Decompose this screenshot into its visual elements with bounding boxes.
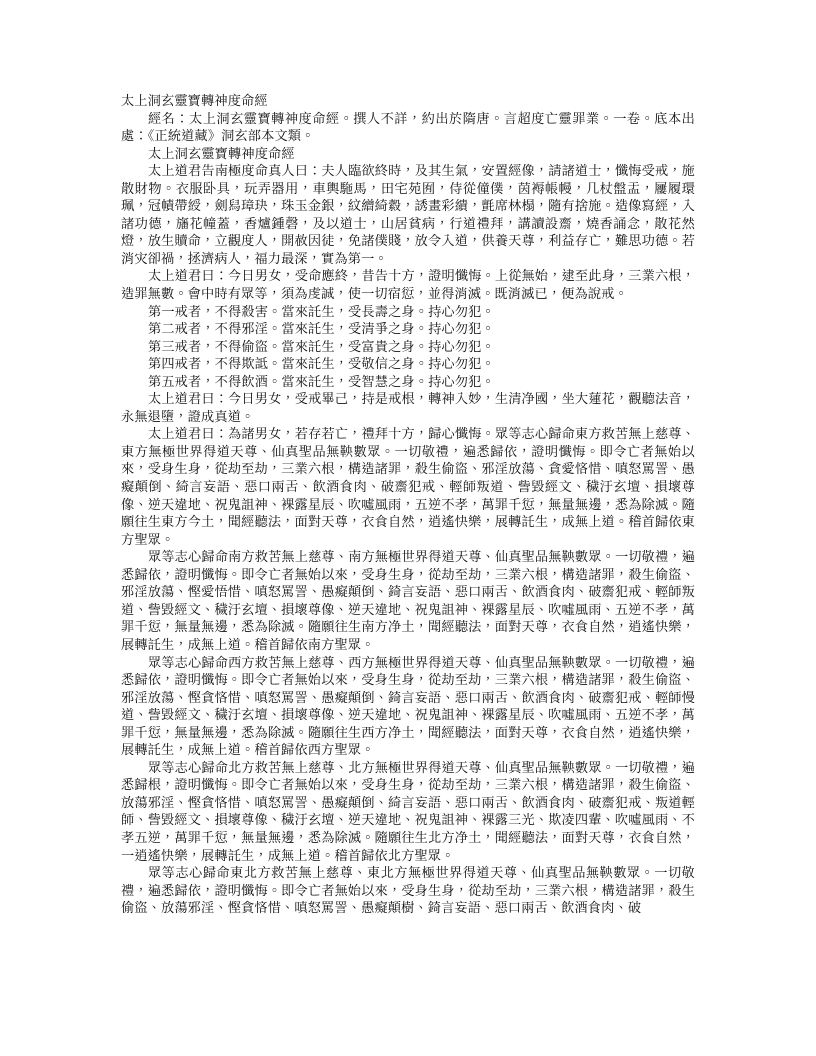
paragraph-northeast-direction-invocation: 眾等志心歸命東北方救苦無上慈尊、東北方無極世界得道天尊、仙真聖品無鞅數眾。一切敬禮，遍悉歸依，證明懺悔。即令亡者無始以來，受身生身，從劫至劫，三業六根，構造諸罪，殺生偷盜、放蕩邪淫、慳貪悋惜、嗔怒罵詈、愚癡顛樹、錡言妄語、惡口兩舌、飲酒食肉、破 <box>121 866 695 917</box>
precept-item-1: 第一戒者，不得殺害。當來託生，受長壽之身。持心勿犯。 <box>148 304 495 320</box>
document-body <box>121 93 695 918</box>
paragraph-precept-introduction: 太上道君曰：今日男女，受命應終，昔告十方，證明懺悔。上從無始，逮至此身，三業六根，造罪無數。會中時有眾等，須為虔誠，使一切宿愆，並得消滅。既消滅已，便為說戒。 <box>121 269 695 303</box>
scripture-inner-title: 太上洞玄靈寶轉神度命經 <box>148 146 295 162</box>
precept-item-5: 第五戒者，不得飲酒。當來託生，受智慧之身。持心勿犯。 <box>148 374 495 390</box>
paragraph-south-direction-invocation: 眾等志心歸命南方救苦無上慈尊、南方無極世界得道天尊、仙真聖品無鞅數眾。一切敬禮，遍悉歸依，證明懺悔。即令亡者無始以來，受身生身，從劫至劫，三業六根，構造諸罪，殺生偷盜、邪淫放蕩、慳愛悟惜、嗔怒罵詈、愚癡顛倒、錡言妄語、惡口兩舌、飲酒食肉、破齋犯戒、輕師叛道、訾毀經文、穢汙玄壇、損壞尊像、逆天違地、祝鬼詛神、裸露星辰、吹噓風雨、五逆不孝，萬罪千愆，無量無邊，悉為除滅。隨願往生南方净土，聞經聽法，面對天尊，衣食自然，逍遙快樂，展轉託生，成無上道。稽首歸依南方聖眾。 <box>121 550 695 653</box>
paragraph-opening-discourse: 太上道君告南極度命真人曰：夫人臨欲終時，及其生氣，安置經像，請諸道士，懺悔受戒，施散財物。衣服卧具，玩弄器用，車輿駞馬，田宅苑囿，侍從僮僕，茵褥帳幔，几杖盤盂，屨履環珮，冠幘帶綬，劍舄璋玦，珠玉金銀，紋繒綺縠，誘畫彩繢，氈席林榻，隨有捨施。造像寫經，入諸功德，旛花幢蓋，香爐鍾磬，及以道士，山居貧病，行道禮拜，講讀設齋，燒香誦念，散花然燈，放生贖命，立觀度人，開赦因徒，免諸僕賤，放令入道，供養天尊，利益存亡，難思功德。若消灾卻禍，拯濟病人，福力最深，實為第一。 <box>121 164 695 267</box>
paragraph-north-direction-invocation: 眾等志心歸命北方救苦無上慈尊、北方無極世界得道天尊、仙真聖品無鞅數眾。一切敬禮，遍悉歸根，證明懺悔。即令亡者無始以來，受身生身，從劫至劫，三業六根，構造諸罪，殺生偷盜、放蕩邪淫、慳貪悋惜、嗔怒罵詈、愚癡顛倒、綺言妄語、惡口兩舌、飲酒食肉、破齋犯戒、叛道輕師、訾毀經文、損壞尊像、穢汙玄壇、逆天違地、祝鬼詛神、裸露三光、欺凌四輩、吹噓風雨、不孝五逆，萬罪千愆，無量無邊，悉為除滅。隨願往生北方净土，聞經聽法，面對天尊，衣食自然，一逍遙快樂，展轉託生，成無上道。稽首歸依北方聖眾。 <box>121 760 695 864</box>
document-title: 太上洞玄靈寶轉神度命經 <box>121 94 268 109</box>
precept-item-3: 第三戒者，不得偷盜。當來託生，受富貴之身。持心勿犯。 <box>148 339 495 355</box>
paragraph-east-direction-invocation: 太上道君曰：為諸男女，若存若亡，禮拜十方，歸心懺悔。眾等志心歸命東方救苦無上慈尊、東方無極世界得道天尊、仙真聖品無鞅數眾。一切敬禮，遍悉歸依，證明懺悔。即令亡者無始以來，受身生身，從劫至劫，三業六根，構造諸罪，殺生偷盜、邪淫放蕩、貪愛悋惜、嗔怒罵詈、愚癡顛倒、綺言妄語、惡口兩舌、飲酒食肉、破齋犯戒、輕師叛道、訾毀經文、穢汙玄壇、損壞尊像、逆天違地、祝鬼詛神、裸露星辰、吹噓風雨，五逆不孝，萬罪千愆，無量無邊，悉為除滅。隨願往生東方今土，聞經聽法，面對天尊，衣食自然，逍遙快樂，展轉託生，成無上道。稽首歸依東方聖眾。 <box>121 427 695 548</box>
precept-item-2: 第二戒者，不得邪淫。當來託生，受清爭之身。持心勿犯。 <box>148 322 495 338</box>
bibliographic-note: 經名：太上洞玄靈寶轉神度命經。撰人不詳，約出於隋唐。言超度亡靈罪業。一卷。底本出處：《正統道藏》洞玄部本文類。 <box>121 111 695 145</box>
paragraph-west-direction-invocation: 眾等志心歸命西方救苦無上慈尊、西方無極世界得道天尊、仙真聖品無鞅數眾。一切敬禮，遍悉歸依，證明懺悔。即令亡者無始以來，受身生身，從劫至劫，三業六根，構造諸罪，殺生偷盜、邪淫放蕩、慳貪悋惜、嗔怒罵詈、愚癡顛倒、錡言妄語、惡口兩舌、飲酒食肉、破齋犯戒、輕師慢道、訾毀經文、穢汙玄壇、損壞尊像、逆天違地、祝鬼詛神、裸露星辰、吹噓風雨、五逆不孝，萬罪千愆，無量無邊，悉為除滅。隨願往生西方净土，聞經聽法，面對天尊，衣食自然，逍遙快樂，展轉託生，成無上道。稽首歸依西方聖眾。 <box>121 655 695 759</box>
paragraph-after-precepts: 太上道君曰：今日男女，受戒畢己，持是戒根，轉神入妙，生清净國，坐大蓮花，觀聽法音，永無退墮，證成真道。 <box>121 392 695 425</box>
precept-item-4: 第四戒者，不得欺詆。當來託生，受敬信之身。持心勿犯。 <box>148 357 495 373</box>
